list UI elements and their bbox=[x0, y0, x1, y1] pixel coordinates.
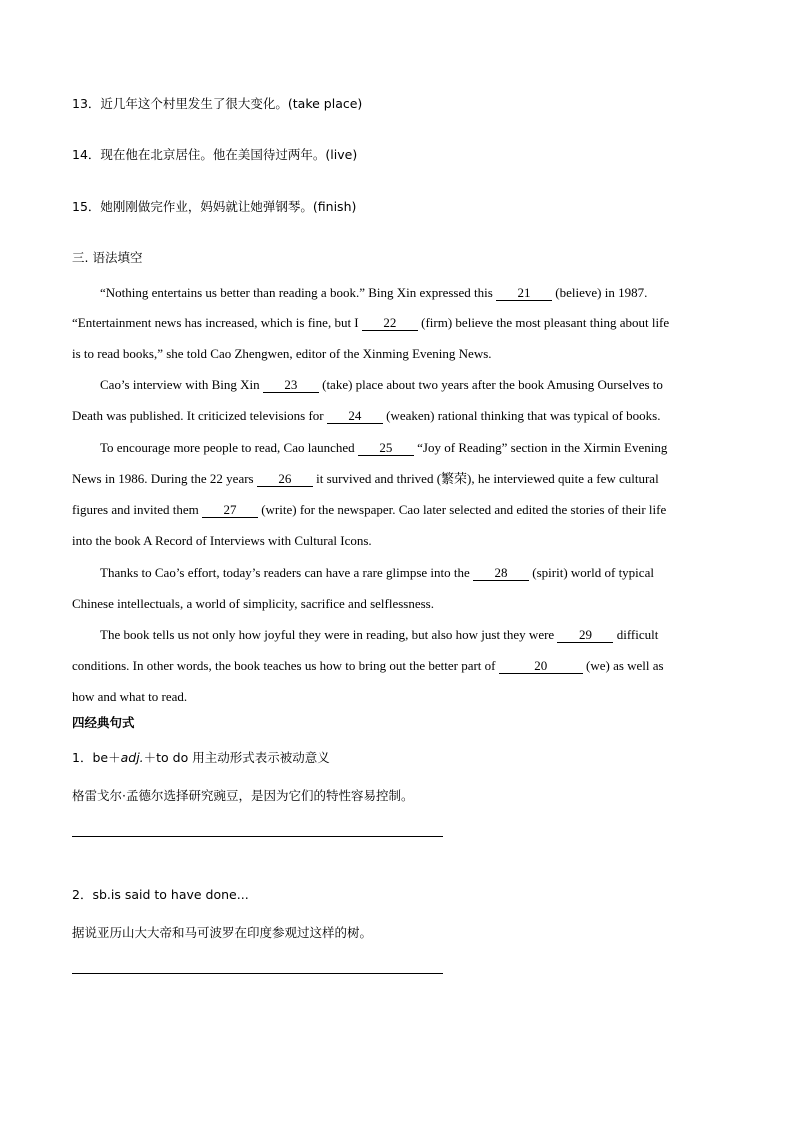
passage-line: “Nothing entertains us better than reading a book.” Bing Xin expressed this 21 (believe) in 1987. bbox=[100, 285, 648, 300]
pattern-2-heading: 2．sb.is said to have done... bbox=[72, 887, 249, 902]
item-number: 14． bbox=[72, 147, 101, 162]
passage-line: Chinese intellectuals, a world of simplicity, sacrifice and selflessness. bbox=[72, 596, 434, 611]
blank-29[interactable]: 29 bbox=[557, 628, 613, 643]
item-text: 她刚刚做完作业，妈妈就让她弹钢琴。(finish) bbox=[100, 199, 357, 214]
blank-25[interactable]: 25 bbox=[358, 441, 414, 456]
passage-line: Cao’s interview with Bing Xin 23 (take) place about two years after the book Amusing Ourselves to bbox=[100, 377, 663, 392]
item-number: 15． bbox=[72, 199, 101, 214]
passage-line: Thanks to Cao’s effort, today’s readers can have a rare glimpse into the 28 (spirit) world of typical bbox=[100, 565, 654, 580]
blank-24[interactable]: 24 bbox=[327, 409, 383, 424]
passage-line: figures and invited them 27 (write) for the newspaper. Cao later selected and edited the stories of their life bbox=[72, 502, 667, 517]
translation-item-14 bbox=[72, 146, 357, 164]
item-text: 近几年这个村里发生了很大变化。(take place) bbox=[100, 96, 363, 111]
answer-line-2[interactable] bbox=[72, 973, 443, 974]
passage-line: To encourage more people to read, Cao launched 25 “Joy of Reading” section in the Xirmin Evening bbox=[100, 440, 668, 455]
passage-line: into the book A Record of Interviews with Cultural Icons. bbox=[72, 533, 372, 548]
blank-22[interactable]: 22 bbox=[362, 316, 418, 331]
blank-28[interactable]: 28 bbox=[473, 566, 529, 581]
blank-20[interactable]: 20 bbox=[499, 659, 583, 674]
blank-21[interactable]: 21 bbox=[496, 286, 552, 301]
passage-line: The book tells us not only how joyful they were in reading, but also how just they were 29 difficult bbox=[100, 627, 659, 642]
pattern-1-prompt: 格雷戈尔·孟德尔选择研究豌豆，是因为它们的特性容易控制。 bbox=[72, 788, 414, 803]
blank-27[interactable]: 27 bbox=[202, 503, 258, 518]
item-text: 现在他在北京居住。他在美国待过两年。(live) bbox=[100, 147, 358, 162]
passage-line: conditions. In other words, the book teaches us how to bring out the better part of 20 (we) as well as bbox=[72, 658, 664, 673]
pattern-2-prompt: 据说亚历山大大帝和马可波罗在印度参观过这样的树。 bbox=[72, 925, 373, 940]
item-number: 13． bbox=[72, 96, 101, 111]
passage-line: News in 1986. During the 22 years 26 it survived and thrived (繁荣), he interviewed quite a few cultural bbox=[72, 471, 659, 486]
passage-line: how and what to read. bbox=[72, 689, 188, 704]
answer-line-1[interactable] bbox=[72, 836, 443, 837]
section-4-title: 四经典句式 bbox=[72, 715, 135, 730]
blank-23[interactable]: 23 bbox=[263, 378, 319, 393]
blank-26[interactable]: 26 bbox=[257, 472, 313, 487]
passage-line: Death was published. It criticized televisions for 24 (weaken) rational thinking that was typical of books. bbox=[72, 408, 661, 423]
section-3-title: 三. 语法填空 bbox=[72, 250, 143, 265]
translation-item-15 bbox=[72, 198, 356, 216]
passage-line: is to read books,” she told Cao Zhengwen, editor of the Xinming Evening News. bbox=[72, 346, 492, 361]
passage-line: “Entertainment news has increased, which is fine, but I 22 (firm) believe the most pleasant thing about life bbox=[72, 315, 670, 330]
pattern-1-heading: 1．be＋adj.＋to do 用主动形式表示被动意义 bbox=[72, 750, 330, 765]
translation-item-13 bbox=[72, 95, 362, 113]
